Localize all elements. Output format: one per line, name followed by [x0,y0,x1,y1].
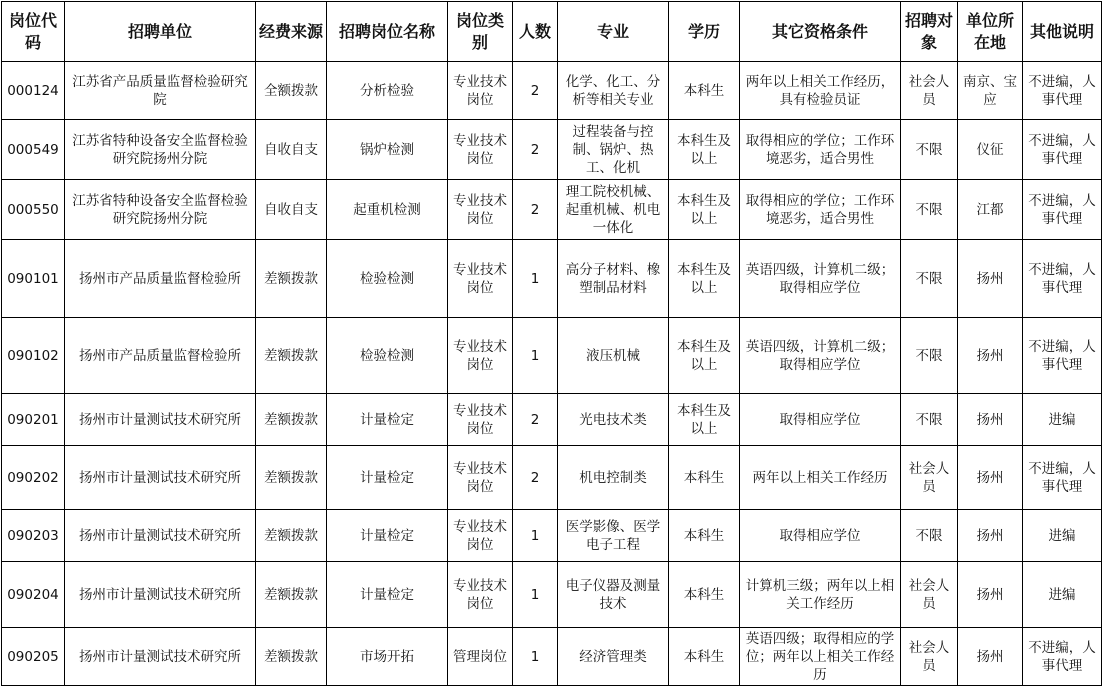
cell-notes: 不进编，人事代理 [1023,628,1102,686]
cell-category: 专业技术岗位 [448,446,513,510]
cell-major: 化学、化工、分析等相关专业 [558,62,669,120]
cell-code: 090205 [2,628,65,686]
cell-target: 社会人员 [901,562,958,628]
cell-position: 计量检定 [327,510,448,562]
cell-category: 专业技术岗位 [448,240,513,318]
cell-code: 090201 [2,394,65,446]
cell-requirements: 取得相应的学位；工作环境恶劣，适合男性 [740,180,901,240]
cell-category: 管理岗位 [448,628,513,686]
header-requirements: 其它资格条件 [740,2,901,62]
cell-location: 扬州 [958,510,1023,562]
cell-requirements: 英语四级，计算机二级；取得相应学位 [740,318,901,394]
cell-code: 090202 [2,446,65,510]
table-row [2,562,1102,628]
cell-notes: 不进编，人事代理 [1023,318,1102,394]
header-education: 学历 [669,2,740,62]
cell-position: 检验检测 [327,318,448,394]
cell-count: 1 [513,628,558,686]
cell-location: 江都 [958,180,1023,240]
header-position: 招聘岗位名称 [327,2,448,62]
cell-category: 专业技术岗位 [448,394,513,446]
cell-funding: 差额拨款 [256,318,327,394]
header-location: 单位所在地 [958,2,1023,62]
cell-position: 市场开拓 [327,628,448,686]
cell-code: 000549 [2,120,65,180]
table-row [2,180,1102,240]
cell-position: 计量检定 [327,446,448,510]
cell-requirements: 取得相应学位 [740,394,901,446]
cell-target: 不限 [901,318,958,394]
cell-notes: 进编 [1023,510,1102,562]
cell-code: 090101 [2,240,65,318]
cell-education: 本科生 [669,562,740,628]
header-code: 岗位代码 [2,2,65,62]
table-row [2,446,1102,510]
table-row [2,120,1102,180]
cell-count: 2 [513,394,558,446]
cell-position: 分析检验 [327,62,448,120]
table-row [2,510,1102,562]
cell-count: 1 [513,562,558,628]
cell-count: 2 [513,180,558,240]
cell-category: 专业技术岗位 [448,318,513,394]
table-row [2,394,1102,446]
cell-category: 专业技术岗位 [448,510,513,562]
header-major: 专业 [558,2,669,62]
cell-education: 本科生及以上 [669,120,740,180]
cell-funding: 自收自支 [256,180,327,240]
cell-education: 本科生及以上 [669,240,740,318]
cell-target: 社会人员 [901,628,958,686]
cell-major: 过程装备与控制、锅炉、热工、化机 [558,120,669,180]
cell-category: 专业技术岗位 [448,562,513,628]
cell-requirements: 取得相应学位 [740,510,901,562]
cell-unit: 江苏省产品质量监督检验研究院 [65,62,256,120]
cell-major: 液压机械 [558,318,669,394]
cell-category: 专业技术岗位 [448,180,513,240]
cell-position: 计量检定 [327,394,448,446]
cell-unit: 扬州市计量测试技术研究所 [65,446,256,510]
cell-unit: 江苏省特种设备安全监督检验研究院扬州分院 [65,180,256,240]
cell-unit: 江苏省特种设备安全监督检验研究院扬州分院 [65,120,256,180]
cell-major: 高分子材料、橡塑制品材料 [558,240,669,318]
cell-count: 1 [513,318,558,394]
cell-notes: 进编 [1023,394,1102,446]
cell-notes: 不进编，人事代理 [1023,240,1102,318]
cell-notes: 不进编，人事代理 [1023,180,1102,240]
cell-major: 理工院校机械、起重机械、机电一体化 [558,180,669,240]
cell-education: 本科生 [669,446,740,510]
cell-target: 不限 [901,510,958,562]
recruitment-table [1,1,1102,686]
cell-unit: 扬州市产品质量监督检验所 [65,318,256,394]
header-notes: 其他说明 [1023,2,1102,62]
cell-funding: 差额拨款 [256,562,327,628]
cell-requirements: 英语四级，计算机二级；取得相应学位 [740,240,901,318]
cell-unit: 扬州市计量测试技术研究所 [65,510,256,562]
cell-category: 专业技术岗位 [448,120,513,180]
table-row [2,240,1102,318]
cell-notes: 进编 [1023,562,1102,628]
cell-notes: 不进编，人事代理 [1023,446,1102,510]
cell-category: 专业技术岗位 [448,62,513,120]
cell-requirements: 取得相应的学位；工作环境恶劣，适合男性 [740,120,901,180]
header-category: 岗位类别 [448,2,513,62]
cell-major: 医学影像、医学电子工程 [558,510,669,562]
cell-position: 锅炉检测 [327,120,448,180]
cell-education: 本科生及以上 [669,180,740,240]
cell-unit: 扬州市产品质量监督检验所 [65,240,256,318]
cell-code: 090204 [2,562,65,628]
cell-major: 经济管理类 [558,628,669,686]
cell-requirements: 两年以上相关工作经历 [740,446,901,510]
cell-count: 1 [513,510,558,562]
table-row [2,318,1102,394]
header-unit: 招聘单位 [65,2,256,62]
cell-location: 扬州 [958,628,1023,686]
cell-funding: 自收自支 [256,120,327,180]
cell-funding: 差额拨款 [256,394,327,446]
cell-target: 社会人员 [901,446,958,510]
cell-code: 090203 [2,510,65,562]
cell-target: 不限 [901,394,958,446]
cell-education: 本科生及以上 [669,394,740,446]
header-count: 人数 [513,2,558,62]
cell-education: 本科生 [669,62,740,120]
cell-target: 不限 [901,120,958,180]
cell-location: 扬州 [958,446,1023,510]
cell-count: 2 [513,120,558,180]
cell-funding: 差额拨款 [256,446,327,510]
cell-code: 000124 [2,62,65,120]
cell-notes: 不进编，人事代理 [1023,120,1102,180]
cell-education: 本科生 [669,628,740,686]
cell-major: 机电控制类 [558,446,669,510]
cell-position: 检验检测 [327,240,448,318]
header-row [2,2,1102,62]
cell-count: 2 [513,62,558,120]
header-target: 招聘对象 [901,2,958,62]
cell-major: 电子仪器及测量技术 [558,562,669,628]
cell-funding: 全额拨款 [256,62,327,120]
cell-location: 南京、宝应 [958,62,1023,120]
cell-count: 2 [513,446,558,510]
cell-target: 社会人员 [901,62,958,120]
cell-funding: 差额拨款 [256,510,327,562]
header-funding: 经费来源 [256,2,327,62]
cell-position: 起重机检测 [327,180,448,240]
cell-location: 扬州 [958,394,1023,446]
cell-unit: 扬州市计量测试技术研究所 [65,562,256,628]
cell-major: 光电技术类 [558,394,669,446]
cell-requirements: 计算机三级；两年以上相关工作经历 [740,562,901,628]
cell-education: 本科生 [669,510,740,562]
cell-code: 090102 [2,318,65,394]
table-row [2,628,1102,686]
cell-funding: 差额拨款 [256,240,327,318]
cell-funding: 差额拨款 [256,628,327,686]
cell-target: 不限 [901,240,958,318]
cell-education: 本科生及以上 [669,318,740,394]
cell-count: 1 [513,240,558,318]
cell-notes: 不进编，人事代理 [1023,62,1102,120]
cell-position: 计量检定 [327,562,448,628]
cell-target: 不限 [901,180,958,240]
cell-location: 扬州 [958,240,1023,318]
cell-unit: 扬州市计量测试技术研究所 [65,394,256,446]
cell-unit: 扬州市计量测试技术研究所 [65,628,256,686]
cell-location: 扬州 [958,562,1023,628]
table-row [2,62,1102,120]
cell-code: 000550 [2,180,65,240]
cell-location: 仪征 [958,120,1023,180]
cell-requirements: 两年以上相关工作经历，具有检验员证 [740,62,901,120]
cell-location: 扬州 [958,318,1023,394]
cell-requirements: 英语四级；取得相应的学位；两年以上相关工作经历 [740,628,901,686]
